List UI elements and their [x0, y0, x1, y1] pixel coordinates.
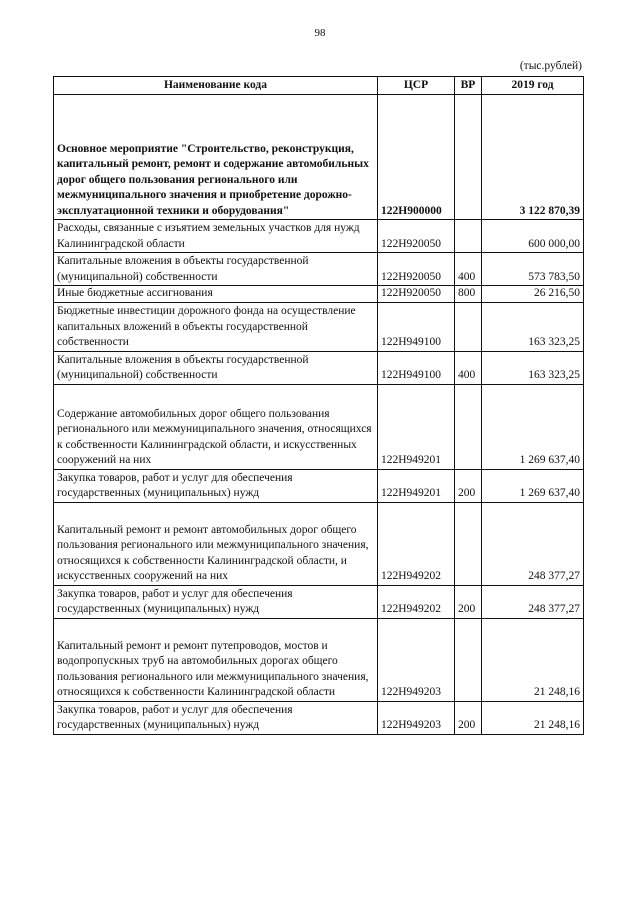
row-name: Капитальный ремонт и ремонт путепроводов, мостов и водопропускных труб на автомобильных дорогах общего пользования регионального или межмуниципального значения, относящихся к собственности Калининградской области [54, 618, 378, 701]
row-name: Закупка товаров, работ и услуг для обеспечения государственных (муниципальных) нужд [54, 469, 378, 502]
row-vr: 200 [455, 701, 482, 734]
row-vr: 200 [455, 585, 482, 618]
table-row [54, 701, 584, 734]
table-row [54, 618, 584, 701]
row-amount: 248 377,27 [482, 585, 584, 618]
row-amount: 573 783,50 [482, 253, 584, 286]
table-row [54, 95, 584, 220]
header-name: Наименование кода [54, 77, 378, 95]
row-vr [455, 502, 482, 585]
row-name: Бюджетные инвестиции дорожного фонда на осуществление капитальных вложений в объекты государственной собственности [54, 302, 378, 351]
units-label: (тыс.рублей) [519, 60, 582, 72]
row-vr [455, 95, 482, 220]
row-csr: 122Н949201 [378, 469, 455, 502]
row-amount: 248 377,27 [482, 502, 584, 585]
row-vr: 800 [455, 286, 482, 303]
table-row [54, 469, 584, 502]
row-amount: 163 323,25 [482, 351, 584, 384]
row-csr: 122Н949202 [378, 585, 455, 618]
row-amount: 1 269 637,40 [482, 384, 584, 469]
row-csr: 122Н949203 [378, 701, 455, 734]
row-vr: 200 [455, 469, 482, 502]
row-csr: 122Н920050 [378, 220, 455, 253]
row-name: Основное мероприятие "Строительство, реконструкция, капитальный ремонт, ремонт и содержание автомобильных дорог общего пользования регионального или межмуниципального значения и приобретение дорожно-эксплуатационной техники и оборудования" [54, 95, 378, 220]
table-row [54, 351, 584, 384]
row-amount: 600 000,00 [482, 220, 584, 253]
row-name: Закупка товаров, работ и услуг для обеспечения государственных (муниципальных) нужд [54, 585, 378, 618]
page-number: 98 [314, 27, 326, 39]
row-vr [455, 384, 482, 469]
row-csr: 122Н920050 [378, 286, 455, 303]
row-csr: 122Н949100 [378, 302, 455, 351]
budget-table [53, 76, 584, 735]
row-csr: 122Н949203 [378, 618, 455, 701]
row-csr: 122Н900000 [378, 95, 455, 220]
row-amount: 163 323,25 [482, 302, 584, 351]
row-csr: 122Н920050 [378, 253, 455, 286]
row-name: Содержание автомобильных дорог общего пользования регионального или межмуниципального значения, относящихся к собственности Калининградской области, и искусственных сооружений на них [54, 384, 378, 469]
row-amount: 21 248,16 [482, 618, 584, 701]
table-row [54, 384, 584, 469]
row-name: Капитальные вложения в объекты государственной (муниципальной) собственности [54, 253, 378, 286]
row-vr: 400 [455, 351, 482, 384]
row-name: Капитальные вложения в объекты государственной (муниципальной) собственности [54, 351, 378, 384]
row-csr: 122Н949202 [378, 502, 455, 585]
row-amount: 21 248,16 [482, 701, 584, 734]
table-row [54, 220, 584, 253]
row-vr [455, 302, 482, 351]
row-csr: 122Н949201 [378, 384, 455, 469]
row-vr [455, 618, 482, 701]
row-vr: 400 [455, 253, 482, 286]
row-amount: 26 216,50 [482, 286, 584, 303]
table-row [54, 253, 584, 286]
header-year: 2019 год [482, 77, 584, 95]
row-csr: 122Н949100 [378, 351, 455, 384]
row-name: Капитальный ремонт и ремонт автомобильных дорог общего пользования регионального или межмуниципального значения, относящихся к собственности Калининградской области, и искусственных сооружений на них [54, 502, 378, 585]
table-row [54, 502, 584, 585]
header-csr: ЦСР [378, 77, 455, 95]
row-name: Расходы, связанные с изъятием земельных участков для нужд Калининградской области [54, 220, 378, 253]
row-amount: 1 269 637,40 [482, 469, 584, 502]
table-row [54, 585, 584, 618]
row-vr [455, 220, 482, 253]
table-row [54, 302, 584, 351]
table-header-row [54, 77, 584, 95]
header-vr: ВР [455, 77, 482, 95]
row-amount: 3 122 870,39 [482, 95, 584, 220]
row-name: Закупка товаров, работ и услуг для обеспечения государственных (муниципальных) нужд [54, 701, 378, 734]
table-row [54, 286, 584, 303]
row-name: Иные бюджетные ассигнования [54, 286, 378, 303]
